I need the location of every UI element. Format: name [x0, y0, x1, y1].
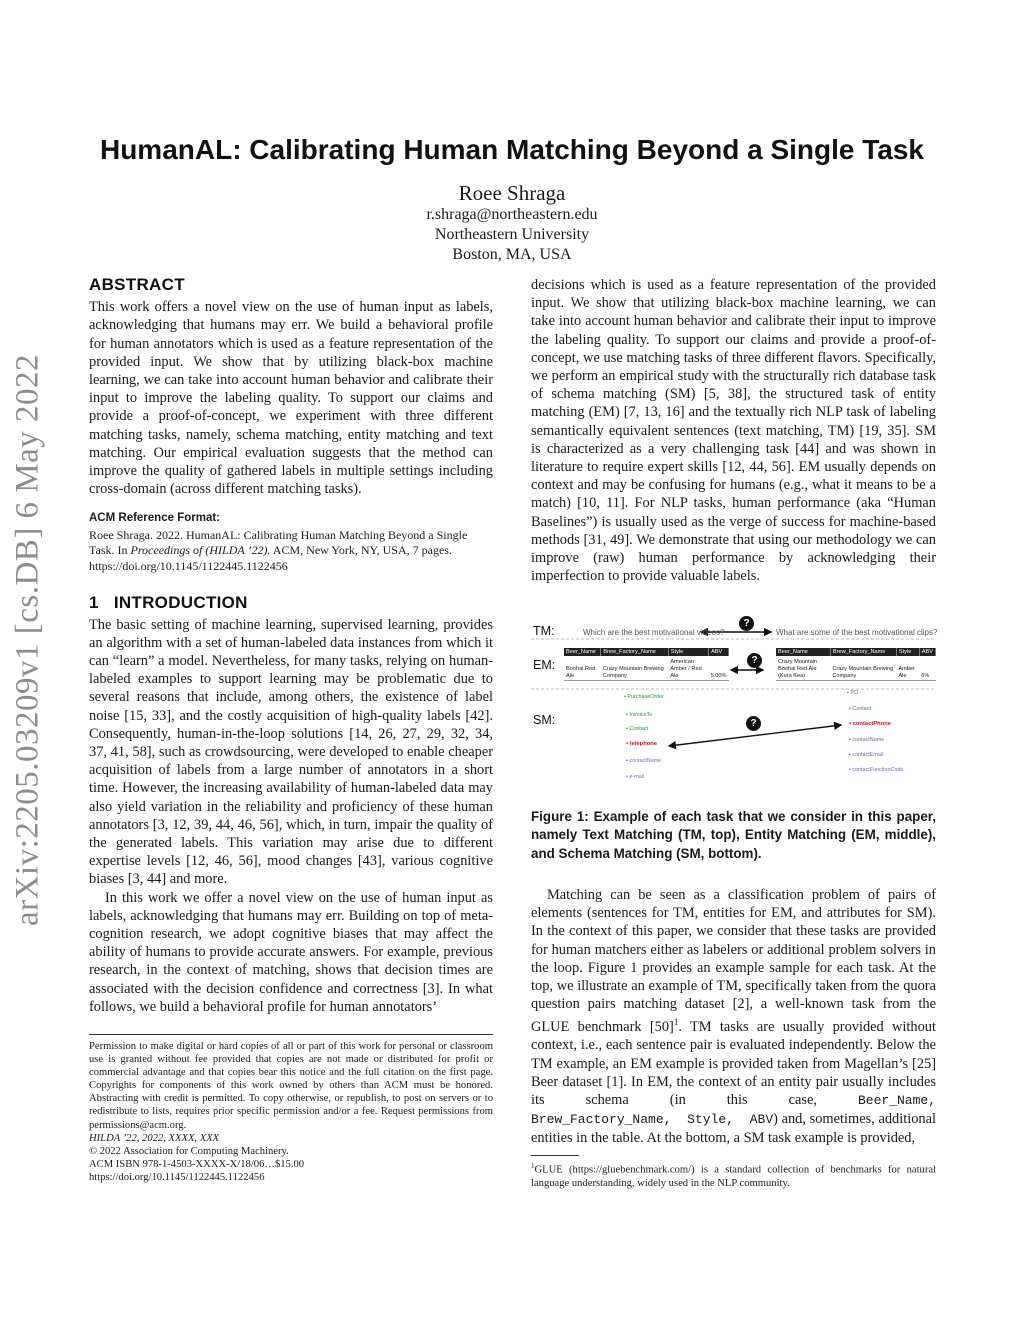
em-header: ABV — [709, 648, 729, 656]
em-label: EM: — [533, 658, 556, 672]
acm-ref-venue: Proceedings of (HILDA ’22). — [130, 543, 271, 558]
footnote-rule — [89, 1034, 493, 1035]
sm-left-item: ▪ PurchaseOrder — [624, 694, 664, 700]
sm-right-item: ▪ contactEmail — [849, 752, 883, 758]
sm-right-item: ▪ contactFunctionCode — [849, 767, 903, 773]
right-footnote-rule — [531, 1155, 579, 1156]
em-cell: Boohai Red Ale — [564, 656, 601, 680]
permission-doi[interactable]: https://doi.org/10.1145/1122445.1122456 — [89, 1171, 265, 1183]
code-beer-name: Beer_Name, — [857, 1093, 936, 1109]
em-cell: 6% — [919, 656, 935, 680]
author-name: Roee Shraga — [458, 181, 566, 205]
figure-1 — [531, 612, 941, 802]
sm-right-item: ▪ contactName — [849, 737, 884, 743]
sm-label: SM: — [533, 713, 556, 727]
permission-block — [89, 1040, 493, 1184]
author-affiliation: Northeastern University — [434, 226, 590, 243]
author-block — [300, 181, 724, 265]
acm-ref-after: ACM, New York, NY, USA, 7 pages. https://doi.org/10.1145/1122445.1122456 — [89, 543, 452, 573]
sm-left-item: ▪ telephone — [626, 741, 657, 747]
footnote — [531, 1160, 936, 1190]
em-question-mark: ? — [747, 653, 762, 668]
footnote-number: 1 — [531, 1162, 535, 1170]
arxiv-id: arXiv:2205.03209v1 [cs.DB] 6 May 2022 — [9, 353, 46, 927]
tm-question-1: Which are the best motivational videos? — [583, 628, 725, 637]
intro-paragraph-2: In this work we offer a novel view on the use of human input as labels, acknowledging that humans may err. Building on top of meta-cognition research, we adopt cognitive biases that may affect the ability of humans to provide accurate answers. For example, previous research, in the context of matching, shows that decision times are associated with the decision confidence and correctness [3]. In what follows, we build a behavioral profile for human annotators’ — [89, 889, 493, 1015]
sm-left-item: ▪ InvoiceTo — [626, 712, 652, 718]
acm-reference — [89, 509, 493, 574]
code-attributes: Brew_Factory_Name, Style, ABV — [531, 1112, 774, 1128]
footnote-mark[interactable]: 1 — [673, 1017, 679, 1028]
matching-paragraph — [531, 886, 936, 1148]
tm-question-mark: ? — [739, 616, 754, 631]
em-cell: Crazy Mountain Brewing Company — [830, 656, 896, 680]
em-cell: Crazy Mountain Brewing Company — [601, 656, 668, 680]
em-table-left — [564, 648, 729, 681]
sm-right-item: ▪ Contact — [849, 706, 871, 712]
permission-venue: HILDA ’22, 2022, XXXX, XXX — [89, 1132, 220, 1144]
intro-heading: 1 INTRODUCTION — [89, 593, 248, 613]
em-header: Brew_Factory_Name — [830, 648, 896, 656]
acm-reference-heading: ACM Reference Format: — [89, 512, 220, 525]
em-cell: American Amber / Red Ale — [668, 656, 708, 680]
matching-text-3: ) and, sometimes, additional entities in the table. At the bottom, a SM task example is provided, — [531, 1111, 936, 1147]
em-header: Beer_Name — [564, 648, 601, 656]
intro-paragraph-3: decisions which is used as a feature representation of the provided input. We show that utilizing black-box machine learning, we can take into account human behavior and calibrate their input to improve the labeling quality. To support our claims and provide a proof-of-concept, we use matching tasks of three different flavors. Specifically, we perform an empirical study with the structurally rich database task of schema matching (SM) [5, 38], the structured task of entity matching (EM) [7, 13, 16] and the textually rich NLP task of labeling semantically equivalent sentences (text matching, TM) [19, 35]. SM is characterized as a very challenging task [44] and was shown in literature to require expert skills [12, 44, 56]. EM usually depends on context and may be confusing for humans (e.g., what it means to be a match) [10, 11]. For NLP tasks, human performance (aka “Human Baselines”) is usually used as the verge of success for machine-based methods [31, 49]. We demonstrate that using our methodology we can improve (raw) human performance by acknowledging their imperfection to provide valuable labels. — [531, 277, 936, 585]
sm-left-item: ▪ contactName — [626, 758, 661, 764]
abstract-heading: ABSTRACT — [89, 275, 185, 294]
figure-lines — [531, 612, 941, 802]
matching-text-1: Matching can be seen as a classification problem of pairs of elements (sentences for TM, entities for EM, and attributes for SM). In the context of this paper, we consider that these tasks are provided for human matchers either as labelers or additional problem solvers in the loop. Figure 1 provides an example sample for each task. At the top, we illustrate an example of TM, specifically taken from the quora question pairs matching dataset [2], a well-known task from the GLUE benchmark [50] — [531, 887, 936, 1036]
figure-caption: Figure 1: Example of each task that we consider in this paper, namely Text Matching (TM, top), Entity Matching (EM, middle), and Schema Matching (SM, bottom). — [531, 809, 936, 861]
em-cell: Amber Ale — [896, 656, 919, 680]
right-column-bottom — [531, 886, 936, 1148]
em-header: ABV — [919, 648, 935, 656]
sm-left-item: ▪ e-mail — [626, 774, 644, 780]
em-header: Beer_Name — [776, 648, 830, 656]
permission-copyright: © 2022 Association for Computing Machinery. — [89, 1145, 289, 1157]
em-table-right — [776, 648, 936, 681]
acm-ref-before: Roee Shraga. 2022. HumanAL: Calibrating Human Matching Beyond a Single Task. In — [89, 527, 468, 558]
author-email[interactable]: r.shraga@northeastern.edu — [426, 206, 598, 223]
em-header: Brew_Factory_Name — [601, 648, 668, 656]
intro-paragraph-1: The basic setting of machine learning, supervised learning, provides an algorithm with a set of human-labeled data instances from which it can “learn” a model. Nevertheless, for many tasks, relying on human-labeled examples to support learning may be problematic due to several reasons that include, among others, the existence of label noise [15, 33], and the costly acquisition of high-quality labels [42]. Consequently, human-in-the-loop solutions [14, 26, 27, 29, 32, 34, 37, 41, 58], such as crowdsourcing, were developed to enable cheaper acquisition of labels from a large number of annotators in a short time. However, the increasing availability of human-labeled data may also yield variation in the reliability and proficiency of these human annotators [3, 12, 39, 44, 46, 56], which, in turn, impair the quality of the generated labels. This variation may arise due to different expertise levels [12, 46, 56], mood changes [43], various cognitive biases [3, 44] and more. — [89, 616, 493, 888]
em-header: Style — [668, 648, 708, 656]
em-header: Style — [896, 648, 919, 656]
acm-reference-text — [89, 528, 493, 575]
left-column — [89, 276, 493, 1016]
em-cell: Crazy Mountain Boohai Red Ale (Kura Kea) — [776, 656, 830, 680]
paper-title: HumanAL: Calibrating Human Matching Beyond a Single Task — [99, 134, 925, 165]
em-cell: 5.00% — [709, 656, 729, 680]
right-column-top — [531, 276, 936, 585]
permission-isbn: ACM ISBN 978-1-4503-XXXX-X/18/06…$15.00 — [89, 1158, 305, 1170]
sm-right-item: ▪ contactPhone — [849, 721, 891, 727]
abstract-text: This work offers a novel view on the use of human input as labels, acknowledging that humans may err. We build a behavioral profile for human annotators which is used as a feature representation of the provided input. We show that by utilizing black-box machine learning, we can take into account human behavior and calibrate their input to improve the labeling quality. To support our claims and provide a proof-of-concept, we experiment with three different matching tasks, namely, schema matching, entity matching and text matching. Our empirical evaluation suggests that the method can improve the quality of gathered labels in multiple settings including cross-domain (across different matching tasks). — [89, 299, 493, 498]
sm-left-item: ▪ Contact — [626, 726, 648, 732]
author-location: Boston, MA, USA — [452, 246, 572, 263]
sm-question-mark: ? — [746, 716, 761, 731]
sm-right-item: ▪ PO — [847, 690, 858, 696]
tm-label: TM: — [533, 624, 555, 638]
permission-text: Permission to make digital or hard copies of all or part of this work for personal or classroom use is granted without fee provided that copies are not made or distributed for profit or commercial advantage and that copies bear this notice and the full citation on the first page. Copyrights for components of this work owned by others than ACM must be honored. Abstracting with credit is permitted. To copy otherwise, or republish, to post on servers or to redistribute to lists, requires prior specific permission and/or a fee. Request permissions from permissions@acm.org. — [89, 1041, 493, 1131]
matching-text-2: . TM tasks are usually provided without context, i.e., each sentence pair is evaluated independently. Below the TM example, an EM example is provided taken from Magellan’s [25] Beer dataset [1]. In EM, the context of an entity pair usually includes its schema (in this case, — [531, 1019, 936, 1109]
tm-question-2: What are some of the best motivational clips? — [776, 628, 938, 637]
footnote-text: GLUE (https://gluebenchmark.com/) is a standard collection of benchmarks for natural language understanding, widely used in the NLP community. — [531, 1164, 936, 1189]
